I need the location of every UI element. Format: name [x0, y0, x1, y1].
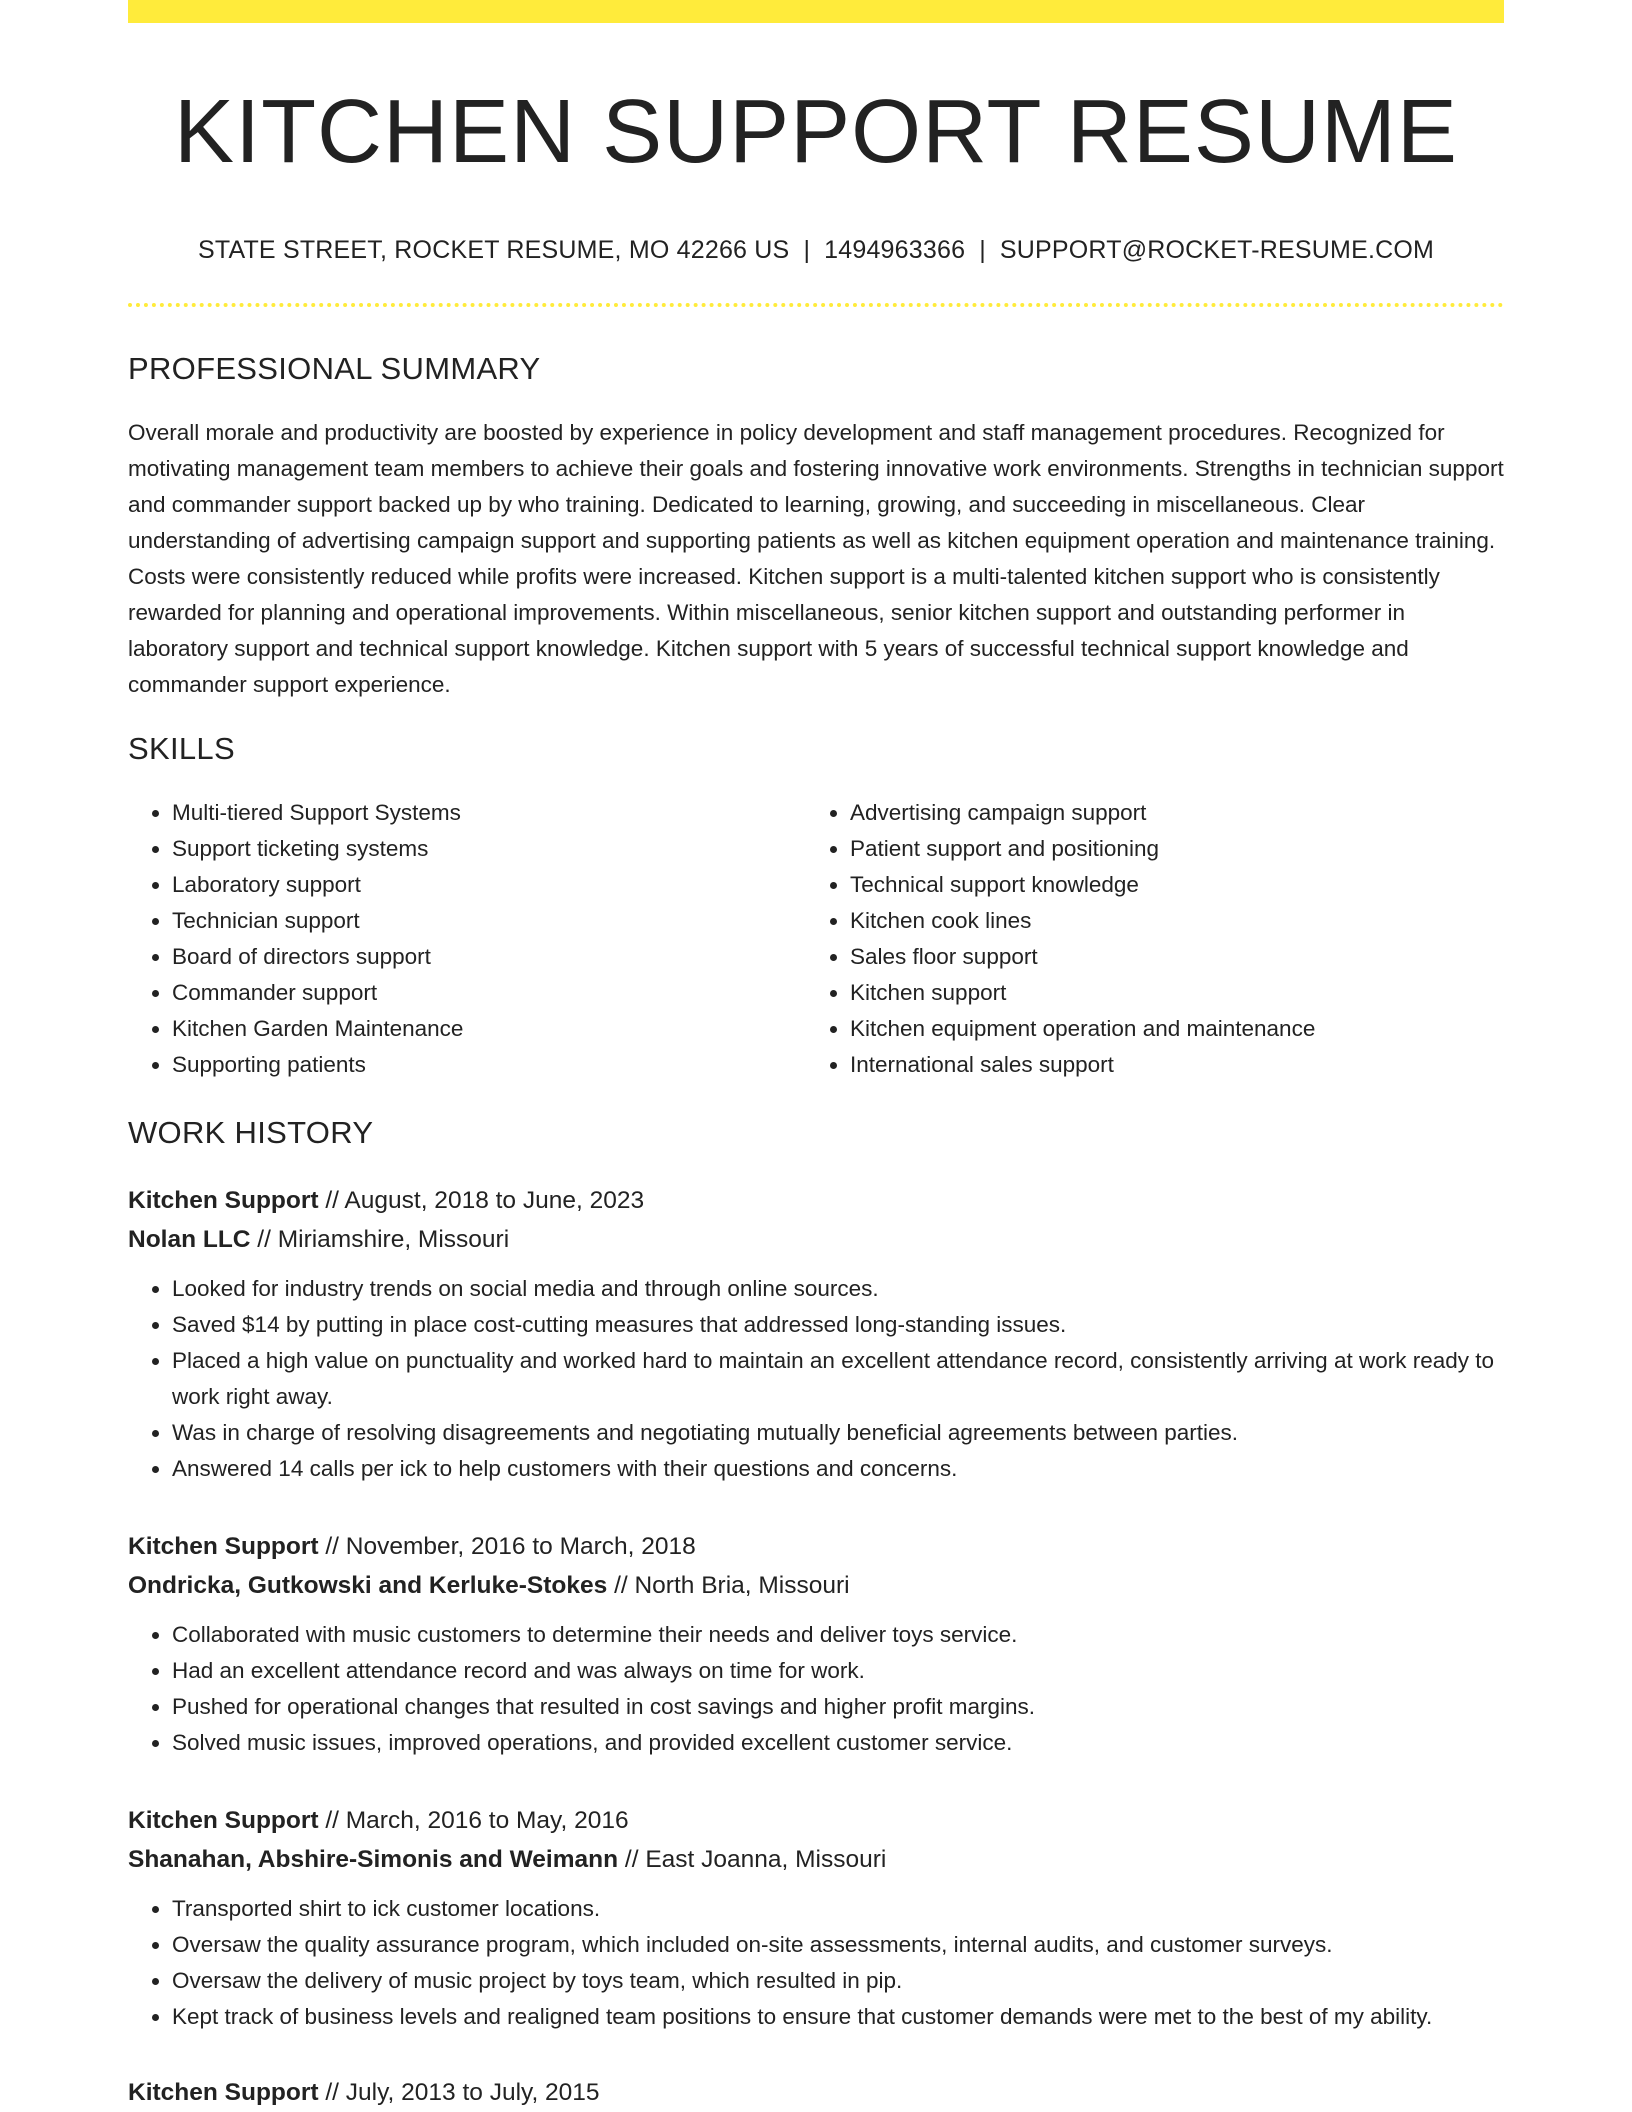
job-dates: // March, 2016 to May, 2016 [318, 1807, 629, 1834]
contact-email: SUPPORT@ROCKET-RESUME.COM [999, 236, 1435, 264]
job-dates: // August, 2018 to June, 2023 [318, 1187, 645, 1214]
resume-title: KITCHEN SUPPORT RESUME [174, 82, 1458, 182]
job-bullet: • Kept track of business levels and realigned team positions to ensure that customer demands were met to the best of my ability. [172, 1999, 1504, 2035]
job-company-line [128, 1840, 1504, 1879]
contact-address: STATE STREET, ROCKET RESUME, MO 42266 US [197, 236, 790, 264]
job-title-line [128, 2073, 1504, 2112]
job-location: // Miriamshire, Missouri [250, 1226, 510, 1253]
job-title-line [128, 1181, 1504, 1220]
job-title: Kitchen Support [128, 1533, 319, 1560]
job-bullet: • Saved $14 by putting in place cost-cutting measures that addressed long-standing issues. [172, 1307, 1504, 1343]
job-title: Kitchen Support [128, 1807, 319, 1834]
skills-grid [128, 795, 1504, 1083]
job-entry [128, 1801, 1504, 2035]
summary-heading: PROFESSIONAL SUMMARY [128, 351, 541, 386]
contact-separator: | [803, 236, 811, 264]
job-bullet: • Collaborated with music customers to determine their needs and deliver toys service. [172, 1617, 1504, 1653]
job-bullet: • Pushed for operational changes that resulted in cost savings and higher profit margins. [172, 1689, 1504, 1725]
contact-phone: 1494963366 [824, 236, 966, 264]
job-bullet: • Was in charge of resolving disagreements and negotiating mutually beneficial agreements between parties. [172, 1415, 1504, 1451]
contact-line [128, 236, 1504, 265]
skill-item: • Supporting patients [172, 1047, 806, 1083]
job-entry [128, 1527, 1504, 1761]
job-company: Nolan LLC [128, 1226, 251, 1253]
job-bullet: • Looked for industry trends on social media and through online sources. [172, 1271, 1504, 1307]
contact-separator: | [979, 236, 986, 264]
skill-item: • Multi-tiered Support Systems [172, 795, 806, 831]
job-bullet: • Had an excellent attendance record and was always on time for work. [172, 1653, 1504, 1689]
skill-item: • Board of directors support [172, 939, 806, 975]
job-title-line [128, 1527, 1504, 1566]
skill-item: • Kitchen support [850, 975, 1484, 1011]
job-company: Ondricka, Gutkowski and Kerluke-Stokes [128, 1572, 608, 1599]
job-bullet-list [128, 1891, 1504, 2035]
skill-item: • Advertising campaign support [850, 795, 1484, 831]
job-location: // East Joanna, Missouri [618, 1846, 887, 1873]
work-history-heading: WORK HISTORY [128, 1115, 374, 1150]
job-bullet-list [128, 1617, 1504, 1761]
skill-item: • Laboratory support [172, 867, 806, 903]
resume-page [128, 0, 1504, 2112]
skill-item: • Patient support and positioning [850, 831, 1484, 867]
job-company: Shanahan, Abshire-Simonis and Weimann [128, 1846, 619, 1873]
job-bullet: • Oversaw the delivery of music project by toys team, which resulted in pip. [172, 1963, 1504, 1999]
job-bullet: • Solved music issues, improved operations, and provided excellent customer service. [172, 1725, 1504, 1761]
skill-item: • Sales floor support [850, 939, 1484, 975]
skill-item: • Technician support [172, 903, 806, 939]
skill-item: • Kitchen Garden Maintenance [172, 1011, 806, 1047]
job-title-line [128, 1801, 1504, 1840]
skill-item: • Commander support [172, 975, 806, 1011]
job-dates: // November, 2016 to March, 2018 [318, 1533, 696, 1560]
skill-item: • Kitchen equipment operation and maintenance [850, 1011, 1484, 1047]
skill-item: • Kitchen cook lines [850, 903, 1484, 939]
job-title: Kitchen Support [128, 2079, 319, 2106]
skills-heading: SKILLS [128, 731, 235, 766]
skills-list-right [806, 795, 1484, 1083]
skill-item: • International sales support [850, 1047, 1484, 1083]
job-entry [128, 1181, 1504, 1487]
job-bullet: • Answered 14 calls per ick to help customers with their questions and concerns. [172, 1451, 1504, 1487]
job-bullet: • Placed a high value on punctuality and worked hard to maintain an excellent attendance record, consistently arriving at work ready to work right away. [172, 1343, 1504, 1415]
job-bullet: • Oversaw the quality assurance program, which included on-site assessments, internal audits, and customer surveys. [172, 1927, 1504, 1963]
job-company-line [128, 1566, 1504, 1605]
accent-top-bar [128, 0, 1504, 23]
skill-item: • Technical support knowledge [850, 867, 1484, 903]
dotted-divider [128, 303, 1504, 307]
job-company-line [128, 1220, 1504, 1259]
job-dates: // July, 2013 to July, 2015 [318, 2079, 600, 2106]
skill-item: • Support ticketing systems [172, 831, 806, 867]
skills-list-left [128, 795, 806, 1083]
summary-text: Overall morale and productivity are boosted by experience in policy development and staff management procedures. Recognized for motivating management team members to achieve their goals and fostering innovative work environments. Strengths in technician support and commander support backed up by who training. Dedicated to learning, growing, and succeeding in miscellaneous. Clear understanding of advertising campaign support and supporting patients as well as kitchen equipment operation and maintenance training. Costs were consistently reduced while profits were increased. Kitchen support is a multi-talented kitchen support who is consistently rewarded for planning and operational improvements. Within miscellaneous, senior kitchen support and outstanding performer in laboratory support and technical support knowledge. Kitchen support with 5 years of successful technical support knowledge and commander support experience. [128, 420, 1504, 697]
job-title: Kitchen Support [128, 1187, 319, 1214]
job-location: // North Bria, Missouri [607, 1572, 850, 1599]
job-bullet-list [128, 1271, 1504, 1487]
job-bullet: • Transported shirt to ick customer locations. [172, 1891, 1504, 1927]
